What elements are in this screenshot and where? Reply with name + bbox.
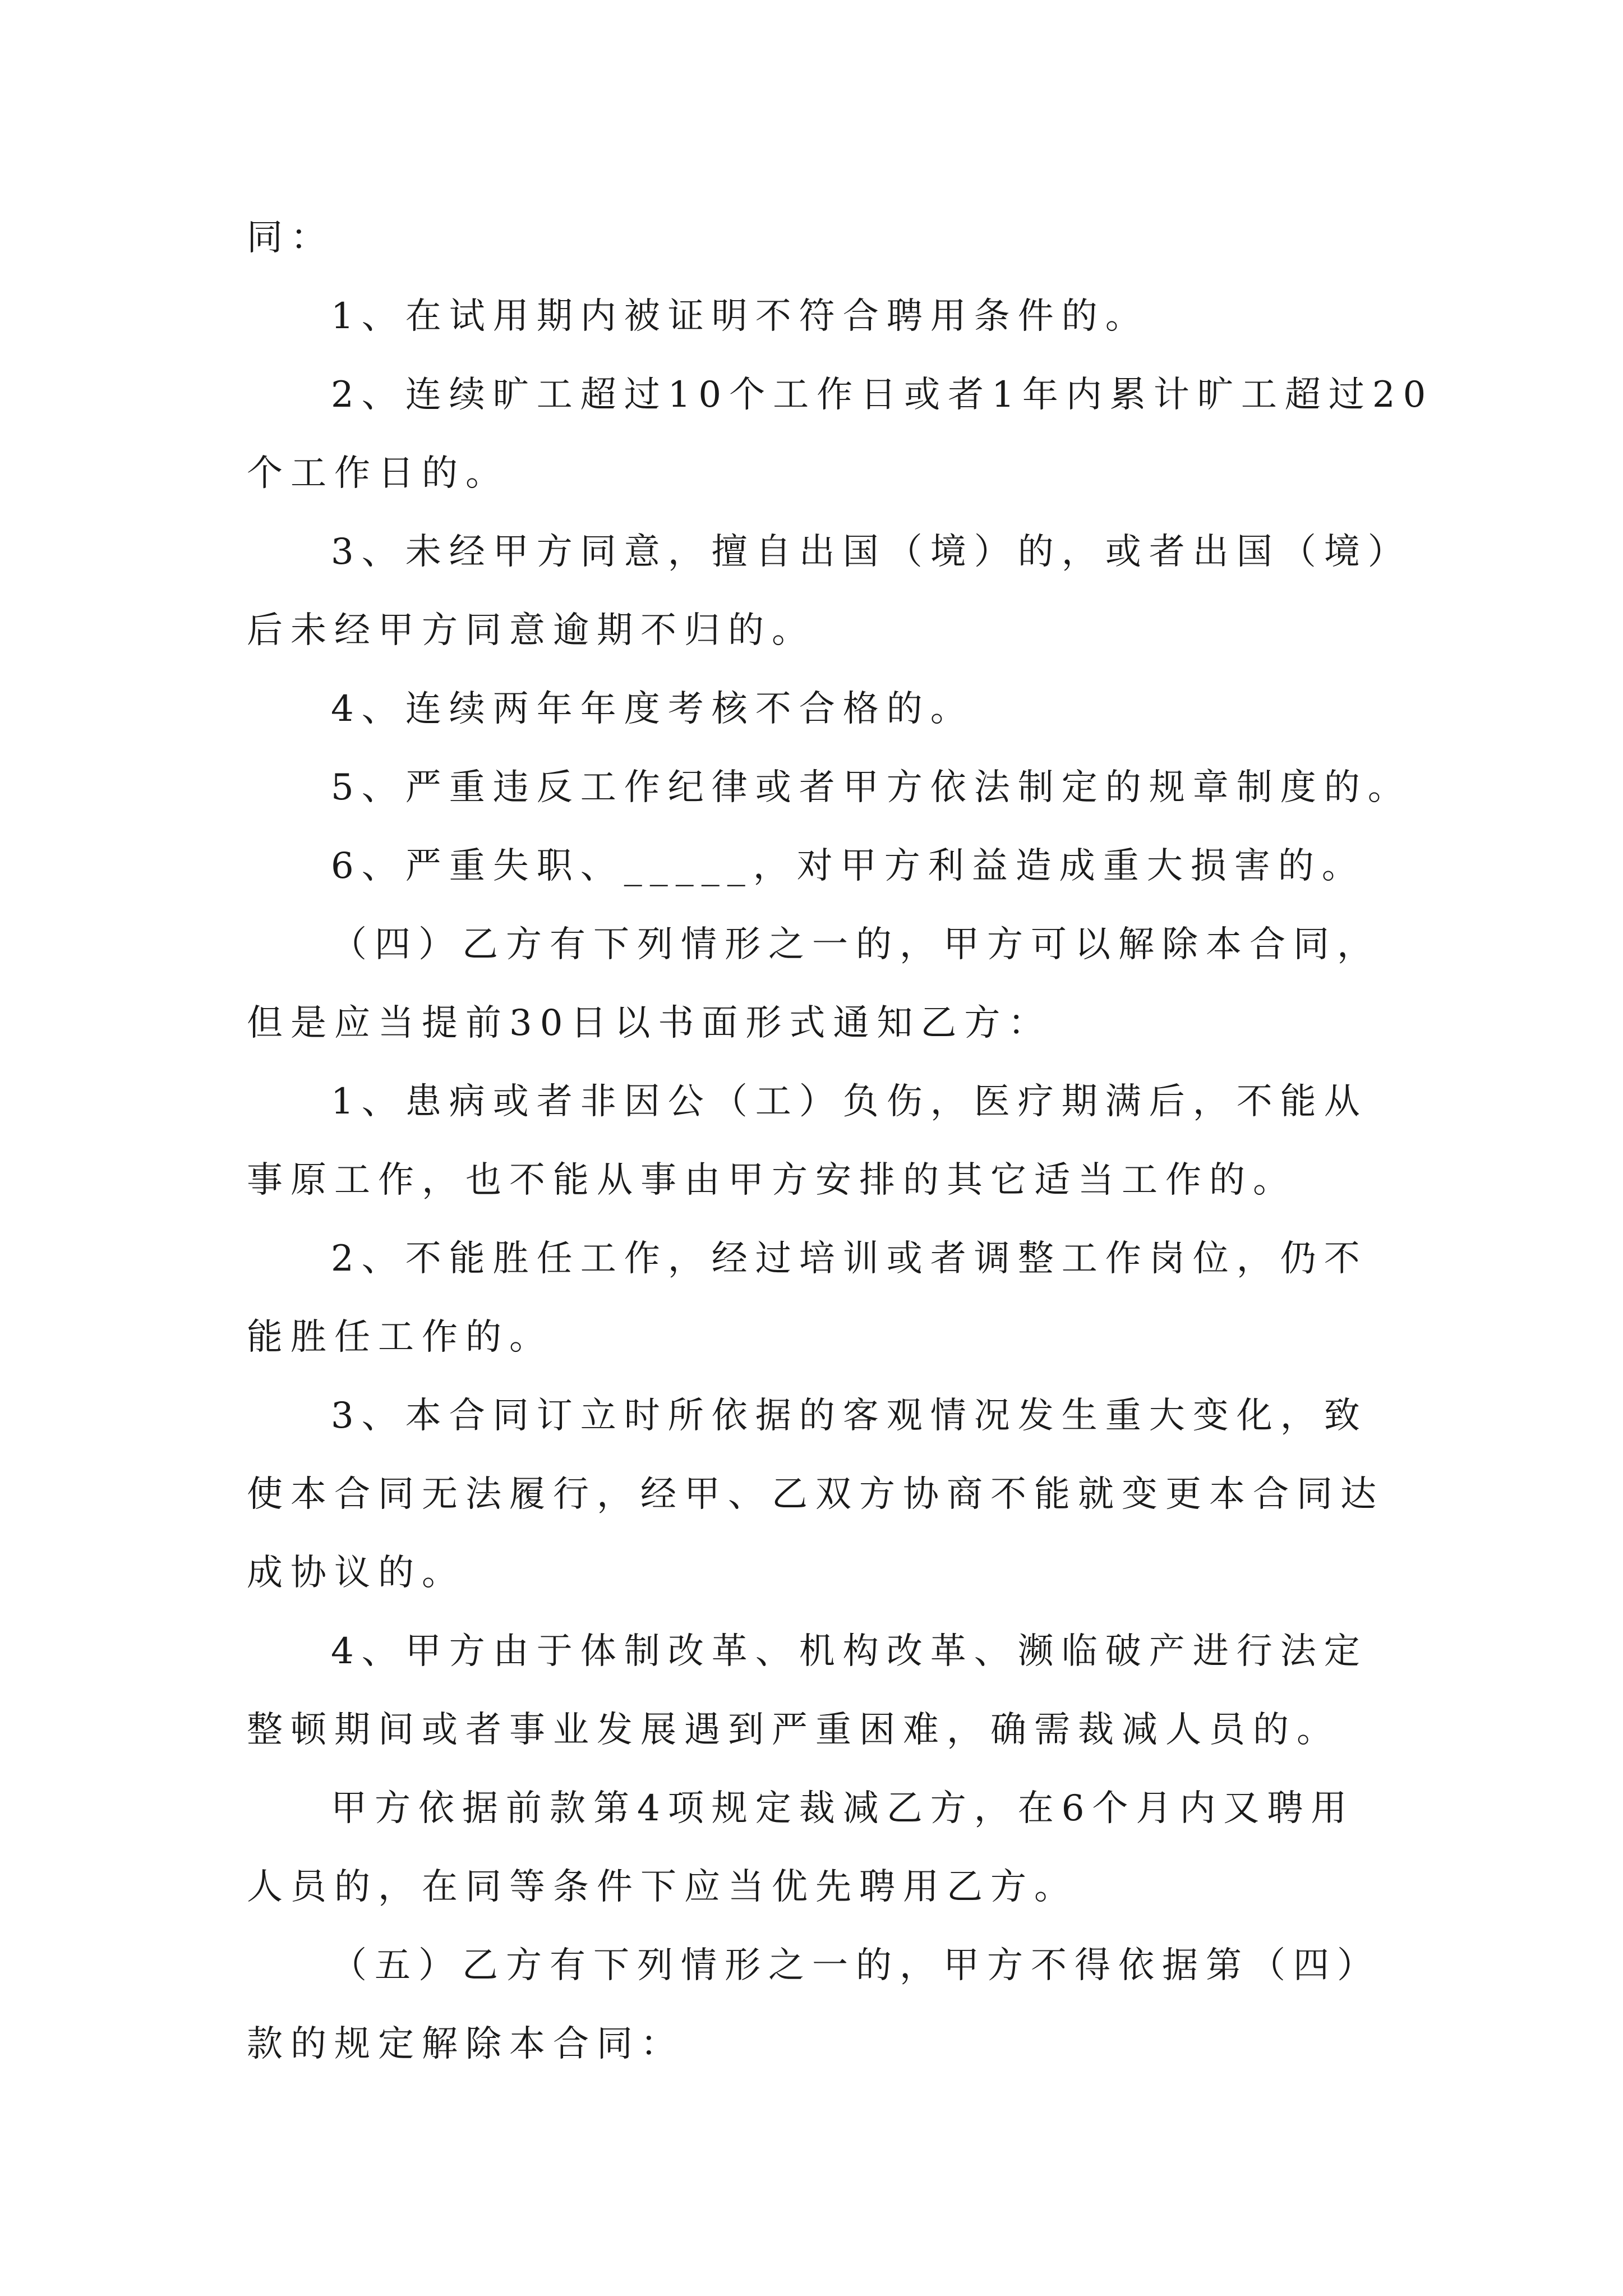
text-line: 但是应当提前30日以书面形式通知乙方：: [247, 1002, 1052, 1044]
text-line: 使本合同无法履行，经甲、乙双方协商不能就变更本合同达: [247, 1474, 1384, 1515]
text-line: （五）乙方有下列情形之一的，甲方不得依据第（四）: [331, 1945, 1381, 1986]
text-line: 能胜任工作的。: [247, 1317, 553, 1358]
text-line: 2、不能胜任工作，经过培训或者调整工作岗位，仍不: [331, 1238, 1368, 1280]
text-line: （四）乙方有下列情形之一的，甲方可以解除本合同，: [331, 924, 1381, 965]
text-line: 同：: [247, 217, 334, 259]
text-line: 人员的，在同等条件下应当优先聘用乙方。: [247, 1866, 1078, 1908]
text-line: 6、严重失职、_____，对甲方利益造成重大损害的。: [331, 845, 1366, 887]
text-line: 1、在试用期内被证明不符合聘用条件的。: [331, 296, 1149, 337]
text-line: 事原工作，也不能从事由甲方安排的其它适当工作的。: [247, 1159, 1297, 1201]
text-line: 后未经甲方同意逾期不归的。: [247, 610, 815, 651]
text-line: 5、严重违反工作纪律或者甲方依法制定的规章制度的。: [331, 767, 1412, 808]
text-line: 4、甲方由于体制改革、机构改革、濒临破产进行法定: [331, 1631, 1368, 1672]
text-line: 3、本合同订立时所依据的客观情况发生重大变化，致: [331, 1395, 1368, 1437]
text-line: 成协议的。: [247, 1552, 465, 1594]
text-line: 整顿期间或者事业发展遇到严重困难，确需裁减人员的。: [247, 1709, 1340, 1751]
text-line: 甲方依据前款第4项规定裁减乙方，在6个月内又聘用: [331, 1788, 1355, 1829]
text-line: 2、连续旷工超过10个工作日或者1年内累计旷工超过20: [331, 374, 1434, 416]
text-line: 1、患病或者非因公（工）负伤，医疗期满后，不能从: [331, 1081, 1368, 1122]
text-line: 款的规定解除本合同：: [247, 2023, 684, 2065]
text-line: 个工作日的。: [247, 453, 509, 494]
text-line: 4、连续两年年度考核不合格的。: [331, 688, 974, 730]
text-line: 3、未经甲方同意，擅自出国（境）的，或者出国（境）: [331, 531, 1412, 573]
